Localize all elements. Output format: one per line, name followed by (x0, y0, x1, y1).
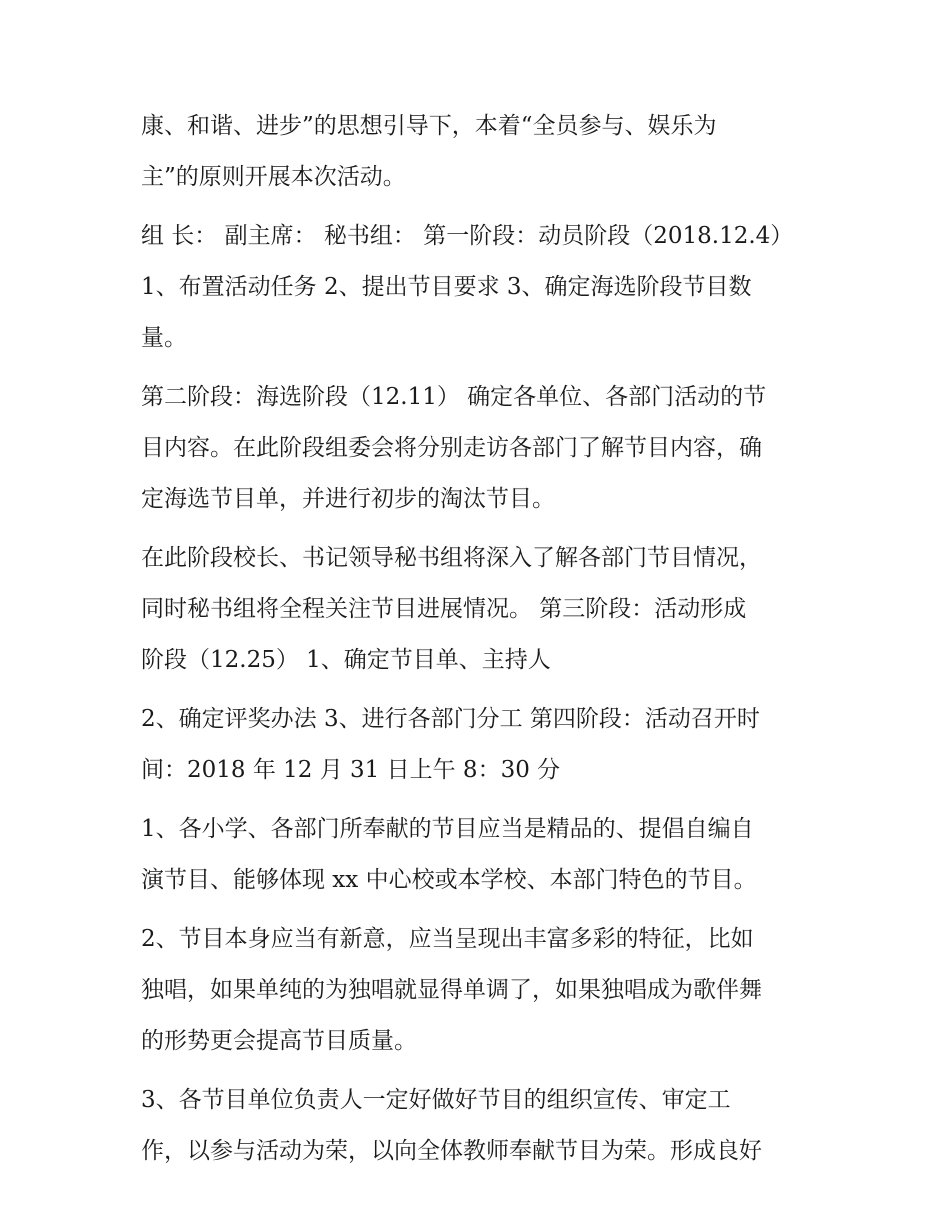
text-line: 康、和谐、进步”的思想引导下，本着“全员参与、娱乐为 (141, 113, 717, 139)
text-line: 的形势更会提高节目质量。 (141, 1028, 417, 1054)
paragraph-requirement-3 (141, 1075, 821, 1177)
paragraph-stage-one (141, 211, 821, 364)
text-line: 在此阶段校长、书记领导秘书组将深入了解各部门节目情况， (141, 545, 762, 571)
text-line: 1、布置活动任务 2、提出节目要求 3、确定海选阶段节目数 (141, 274, 752, 300)
text-line: 3、各节目单位负责人一定好做好节目的组织宣传、审定工 (141, 1087, 731, 1113)
paragraph-requirement-2 (141, 914, 821, 1067)
text-line: 阶段（12.25） 1、确定节目单、主持人 (141, 647, 551, 673)
paragraph-requirement-1 (141, 804, 821, 906)
text-line: 独唱，如果单纯的为独唱就显得单调了，如果独唱成为歌伴舞 (141, 977, 762, 1003)
text-line: 第二阶段：海选阶段（12.11） 确定各单位、各部门活动的节 (141, 384, 767, 410)
text-line: 1、各小学、各部门所奉献的节目应当是精品的、提倡自编自 (141, 816, 754, 842)
text-line: 同时秘书组将全程关注节目进展情况。 第三阶段：活动形成 (141, 596, 747, 622)
text-line: 定海选节目单，并进行初步的淘汰节目。 (141, 486, 555, 512)
text-line: 作，以参与活动为荣，以向全体教师奉献节目为荣。形成良好 (141, 1138, 762, 1164)
paragraph-intro (141, 101, 821, 203)
text-line: 2、节目本身应当有新意，应当呈现出丰富多彩的特征，比如 (141, 926, 754, 952)
paragraph-stage-four (141, 694, 821, 796)
document-body (141, 101, 821, 1185)
paragraph-stage-two (141, 372, 821, 525)
text-line: 目内容。在此阶段组委会将分别走访各部门了解节目内容，确 (141, 435, 762, 461)
text-line: 间：2018 年 12 月 31 日上午 8：30 分 (141, 757, 561, 783)
text-line: 演节目、能够体现 xx 中心校或本学校、本部门特色的节目。 (141, 867, 757, 893)
text-line: 主”的原则开展本次活动。 (141, 164, 406, 190)
text-line: 组 长： 副主席： 秘书组： 第一阶段：动员阶段（2018.12.4） (141, 223, 794, 249)
text-line: 2、确定评奖办法 3、进行各部门分工 第四阶段：活动召开时 (141, 706, 760, 732)
text-line: 量。 (141, 325, 187, 351)
paragraph-stage-three (141, 533, 821, 686)
